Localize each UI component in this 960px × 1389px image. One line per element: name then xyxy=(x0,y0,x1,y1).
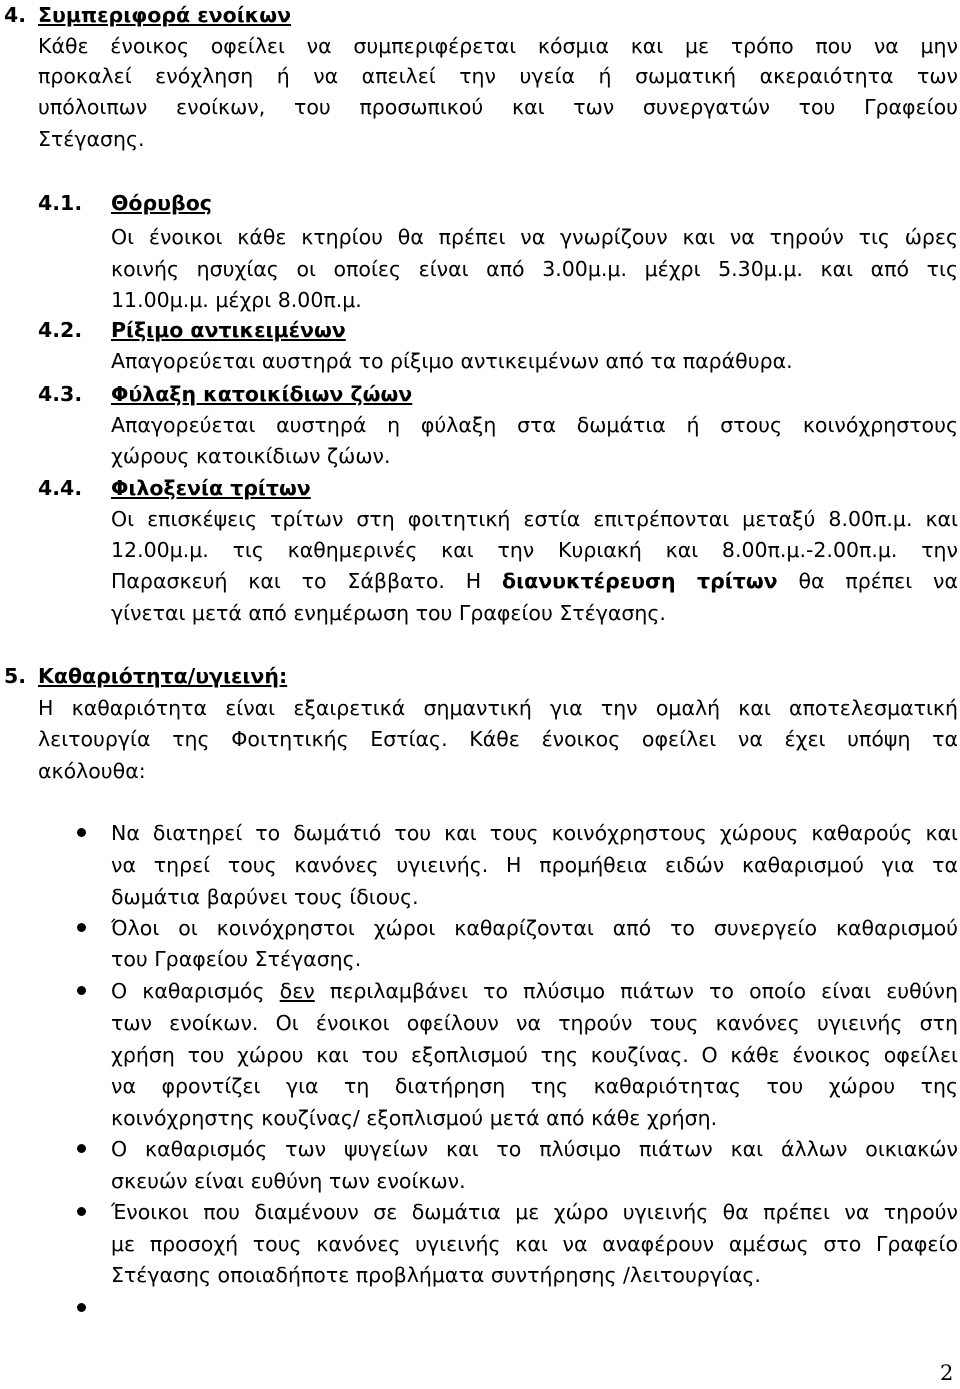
bullet-5-line: Ένοικοι που διαμένουν σε δωμάτια με χώρο υγιεινής θα πρέπει να τηρούν xyxy=(111,1200,958,1224)
bullet-5-line: Στέγασης οποιαδήποτε προβλήματα συντήρησης /λειτουργίας. xyxy=(111,1263,761,1287)
bullet-dot xyxy=(77,1144,86,1153)
bullet-dot xyxy=(77,828,86,837)
subsection-4-2-number: 4.2. xyxy=(38,318,83,342)
bullet-3-text-pre: Ο καθαρισμός xyxy=(111,979,265,1003)
section-5-paragraph-line: λειτουργία της Φοιτητικής Εστίας. Κάθε ένοικος οφείλει να έχει υπόψη τα xyxy=(38,727,958,751)
bullet-2-line: Όλοι οι κοινόχρηστοι χώροι καθαρίζονται από το συνεργείο καθαρισμού xyxy=(111,916,958,940)
bullet-dot xyxy=(77,1207,86,1216)
bullet-4-line: Ο καθαρισμός των ψυγείων και το πλύσιμο πιάτων και άλλων οικιακών xyxy=(111,1137,958,1161)
subsection-4-3-title: Φύλαξη κατοικίδιων ζώων xyxy=(111,382,413,406)
subsection-4-2-line: Απαγορεύεται αυστηρά το ρίξιμο αντικειμένων από τα παράθυρα. xyxy=(111,349,793,373)
page-number: 2 xyxy=(940,1361,954,1385)
overnight-text-post: θα πρέπει να xyxy=(798,569,958,593)
bullet-dot xyxy=(77,1303,86,1312)
section-4-paragraph-line: υπόλοιπων ενοίκων, του προσωπικού και των συνεργατών του Γραφείου xyxy=(38,95,958,119)
bullet-dot xyxy=(77,923,86,932)
subsection-4-3-line: Απαγορεύεται αυστηρά η φύλαξη στα δωμάτια ή στους κοινόχρηστους xyxy=(111,413,958,437)
bullet-3-line: χρήση του χώρου και του εξοπλισμού της κουζίνας. Ο κάθε ένοικος οφείλει xyxy=(111,1043,958,1067)
bullet-3-text-post: περιλαμβάνει το πλύσιμο πιάτων το οποίο είναι ευθύνη xyxy=(329,979,958,1003)
bullet-4-line: σκευών είναι ευθύνη των ενοίκων. xyxy=(111,1169,466,1193)
section-4-paragraph-line: Στέγασης. xyxy=(38,127,145,151)
subsection-4-4-line: γίνεται μετά από ενημέρωση του Γραφείου Στέγασης. xyxy=(111,601,666,625)
bullet-3-line: να φροντίζει για τη διατήρηση της καθαριότητας του χώρου της xyxy=(111,1074,958,1098)
subsection-4-4-title: Φιλοξενία τρίτων xyxy=(111,476,311,500)
section-5-paragraph-line: Η καθαριότητα είναι εξαιρετικά σημαντική για την ομαλή και αποτελεσματική xyxy=(38,696,958,720)
bullet-3-line: κοινόχρηστης κουζίνας/ εξοπλισμού μετά από κάθε χρήση. xyxy=(111,1106,718,1130)
section-4-title: Συμπεριφορά ενοίκων xyxy=(38,3,292,27)
subsection-4-1-line: κοινής ησυχίας οι οποίες είναι από 3.00μ.μ. μέχρι 5.30μ.μ. και από τις xyxy=(111,257,958,281)
bullet-dot xyxy=(77,986,86,995)
bullet-5-line: με προσοχή τους κανόνες υγιεινής και να αναφέρουν αμέσως στο Γραφείο xyxy=(111,1232,958,1256)
subsection-4-4-line xyxy=(111,566,958,596)
bullet-1-line: να τηρεί τους κανόνες υγιεινής. Η προμήθεια ειδών καθαρισμού για τα xyxy=(111,853,958,877)
overnight-guests-emphasis: διανυκτέρευση τρίτων xyxy=(502,569,778,593)
section-5-number: 5. xyxy=(4,664,27,688)
bullet-3-line xyxy=(111,976,958,1006)
section-4-number: 4. xyxy=(4,3,27,27)
bullet-3-line: των ενοίκων. Οι ένοικοι οφείλουν να τηρούν τους κανόνες υγιεινής στη xyxy=(111,1011,958,1035)
section-5-paragraph-line: ακόλουθα: xyxy=(38,759,146,783)
bullet-1-line: Να διατηρεί το δωμάτιό του και τους κοινόχρηστους χώρους καθαρούς και xyxy=(111,821,958,845)
section-4-paragraph-line: Κάθε ένοικος οφείλει να συμπεριφέρεται κόσμια και με τρόπο που να μην xyxy=(38,34,958,58)
subsection-4-4-line: 12.00μ.μ. τις καθημερινές και την Κυριακή και 8.00π.μ.-2.00π.μ. την xyxy=(111,538,958,562)
subsection-4-1-line: Οι ένοικοι κάθε κτηρίου θα πρέπει να γνωρίζουν και να τηρούν τις ώρες xyxy=(111,225,958,249)
subsection-4-1-line: 11.00μ.μ. μέχρι 8.00π.μ. xyxy=(111,288,362,312)
subsection-4-2-title: Ρίξιμο αντικειμένων xyxy=(111,318,346,342)
subsection-4-4-line: Οι επισκέψεις τρίτων στη φοιτητική εστία επιτρέπονται μεταξύ 8.00π.μ. και xyxy=(111,507,958,531)
subsection-4-3-number: 4.3. xyxy=(38,382,83,406)
bullet-1-line: δωμάτια βαρύνει τους ίδιους. xyxy=(111,885,419,909)
subsection-4-3-line: χώρους κατοικίδιων ζώων. xyxy=(111,444,391,468)
subsection-4-1-number: 4.1. xyxy=(38,191,83,215)
overnight-text-pre: Παρασκευή και το Σάββατο. Η xyxy=(111,569,482,593)
section-4-paragraph-line: προκαλεί ενόχληση ή να απειλεί την υγεία ή σωματική ακεραιότητα των xyxy=(38,64,958,88)
section-5-title: Καθαριότητα/υγιεινή: xyxy=(38,664,288,688)
subsection-4-4-number: 4.4. xyxy=(38,476,83,500)
subsection-4-1-title: Θόρυβος xyxy=(111,191,212,215)
bullet-2-line: του Γραφείου Στέγασης. xyxy=(111,947,362,971)
bullet-3-emphasis: δεν xyxy=(279,979,315,1003)
